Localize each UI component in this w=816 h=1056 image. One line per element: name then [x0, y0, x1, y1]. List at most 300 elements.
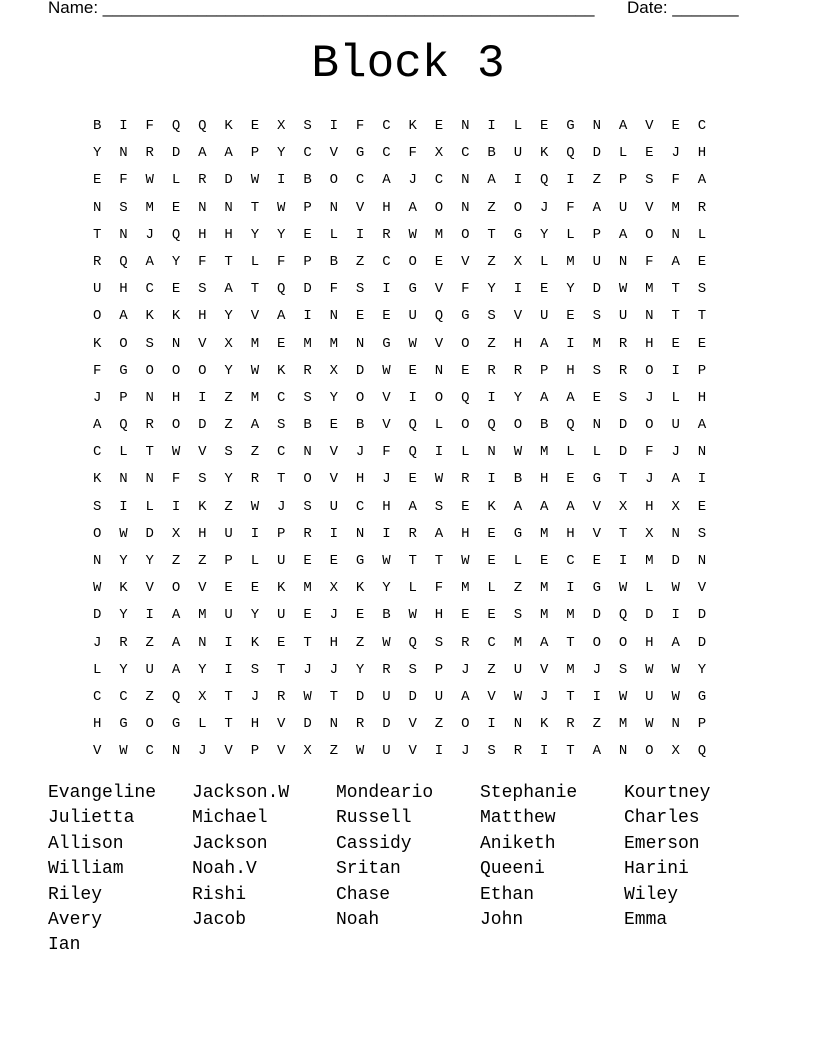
word-bank-item: Julietta	[48, 808, 135, 829]
grid-row	[84, 279, 715, 306]
grid-letter: F	[461, 281, 470, 298]
grid-letter: W	[513, 688, 523, 705]
grid-letter: M	[513, 634, 523, 651]
grid-letter: E	[92, 172, 102, 189]
grid-letter: Q	[566, 417, 575, 434]
grid-letter: X	[198, 688, 207, 705]
grid-row	[84, 578, 715, 605]
word-bank-item: Stephanie	[480, 783, 578, 803]
grid-letter: H	[566, 525, 575, 542]
grid-row	[84, 442, 715, 469]
grid-letter: T	[697, 308, 707, 325]
word-bank-item: Emma	[624, 909, 668, 930]
grid-letter: N	[171, 335, 181, 352]
grid-letter: V	[592, 498, 601, 515]
grid-letter: M	[645, 281, 654, 298]
grid-letter: E	[355, 607, 365, 624]
grid-letter: A	[171, 634, 181, 651]
grid-letter: E	[303, 607, 312, 624]
grid-letter: I	[303, 308, 312, 325]
grid-letter: G	[592, 580, 601, 597]
grid-letter: U	[434, 688, 444, 705]
grid-letter: A	[92, 417, 102, 434]
grid-letter: E	[434, 253, 444, 270]
grid-letter: X	[277, 118, 286, 134]
grid-letter: D	[355, 688, 365, 705]
grid-letter: J	[250, 688, 260, 705]
grid-letter: L	[329, 226, 339, 243]
word-bank-item: Allison	[48, 833, 124, 854]
grid-letter: N	[671, 716, 680, 733]
grid-letter: K	[198, 498, 207, 515]
grid-letter: M	[539, 607, 549, 624]
grid-letter: Z	[224, 498, 233, 515]
grid-letter: Z	[355, 634, 365, 651]
grid-letter: R	[618, 335, 628, 352]
grid-row	[84, 687, 715, 714]
grid-letter: T	[277, 661, 286, 678]
grid-letter: E	[382, 308, 391, 325]
grid-letter: O	[329, 172, 339, 189]
grid-letter: N	[355, 525, 365, 542]
grid-letter: A	[434, 525, 444, 542]
grid-letter: Q	[277, 281, 286, 298]
grid-letter: Z	[592, 716, 601, 733]
grid-letter: P	[250, 145, 260, 162]
grid-letter: L	[645, 580, 654, 597]
grid-letter: J	[145, 226, 154, 243]
grid-letter: N	[119, 226, 128, 243]
grid-letter: K	[119, 580, 128, 597]
grid-letter: S	[119, 199, 128, 216]
grid-letter: P	[539, 362, 549, 379]
grid-letter: I	[119, 498, 128, 515]
grid-row	[84, 388, 715, 415]
grid-letter: Y	[119, 607, 128, 624]
grid-letter: I	[145, 607, 154, 624]
grid-letter: S	[277, 417, 286, 434]
grid-letter: Y	[224, 471, 233, 488]
grid-letter: V	[198, 580, 207, 597]
grid-letter: A	[671, 471, 680, 488]
grid-letter: W	[645, 661, 654, 678]
grid-letter: J	[671, 444, 680, 461]
grid-letter: H	[329, 634, 339, 651]
grid-letter: W	[618, 580, 628, 597]
grid-letter: I	[671, 362, 680, 379]
grid-letter: Q	[434, 308, 444, 325]
grid-letter: X	[671, 498, 680, 515]
grid-letter: J	[329, 661, 339, 678]
grid-letter: V	[277, 743, 286, 760]
grid-letter: X	[171, 525, 181, 542]
grid-letter: U	[618, 199, 628, 216]
grid-letter: A	[198, 145, 207, 162]
grid-letter: V	[539, 661, 549, 678]
grid-letter: E	[303, 226, 312, 243]
grid-letter: D	[592, 607, 601, 624]
grid-letter: E	[171, 199, 181, 216]
grid-letter: K	[539, 716, 549, 733]
grid-row	[84, 306, 715, 333]
grid-letter: W	[119, 743, 128, 760]
grid-letter: P	[303, 199, 312, 216]
grid-letter: T	[408, 553, 417, 569]
grid-letter: R	[277, 688, 286, 705]
grid-letter: L	[92, 661, 102, 678]
grid-letter: N	[671, 226, 680, 243]
grid-letter: E	[671, 118, 680, 134]
grid-letter: V	[434, 335, 444, 352]
grid-letter: N	[618, 743, 628, 760]
grid-letter: L	[513, 553, 523, 569]
grid-letter: I	[592, 688, 601, 705]
grid-letter: E	[303, 553, 312, 569]
grid-letter: D	[697, 634, 707, 651]
grid-letter: T	[145, 444, 154, 461]
grid-letter: R	[145, 145, 154, 162]
grid-letter: S	[645, 172, 654, 189]
grid-letter: E	[566, 308, 575, 325]
grid-letter: T	[250, 281, 260, 298]
grid-letter: J	[645, 389, 654, 406]
grid-letter: C	[355, 498, 365, 515]
grid-letter: N	[513, 716, 523, 733]
grid-letter: G	[592, 471, 601, 488]
grid-letter: K	[250, 634, 260, 651]
grid-letter: O	[618, 634, 628, 651]
grid-letter: O	[513, 199, 523, 216]
grid-letter: A	[408, 498, 417, 515]
grid-letter: V	[697, 580, 707, 597]
grid-letter: S	[487, 308, 496, 325]
grid-letter: M	[592, 335, 601, 352]
grid-letter: U	[145, 661, 154, 678]
grid-letter: C	[566, 553, 575, 569]
grid-letter: E	[539, 553, 549, 569]
grid-letter: L	[671, 389, 680, 406]
grid-letter: I	[566, 580, 575, 597]
grid-letter: Z	[487, 199, 496, 216]
word-bank-item: Noah.V	[192, 859, 257, 880]
grid-letter: E	[566, 471, 575, 488]
grid-letter: M	[566, 253, 575, 270]
grid-letter: R	[303, 362, 312, 379]
grid-letter: V	[461, 253, 470, 270]
grid-letter: V	[434, 281, 444, 298]
grid-letter: C	[382, 118, 391, 134]
grid-letter: D	[408, 688, 417, 705]
grid-letter: N	[119, 471, 128, 488]
grid-letter: B	[303, 417, 312, 434]
grid-letter: H	[382, 498, 391, 515]
grid-letter: C	[382, 145, 391, 162]
grid-letter: D	[145, 525, 154, 542]
grid-letter: L	[513, 118, 523, 134]
grid-letter: G	[513, 226, 523, 243]
grid-letter: C	[461, 145, 470, 162]
grid-letter: O	[645, 226, 654, 243]
grid-row	[84, 252, 715, 279]
grid-letter: Z	[224, 417, 233, 434]
grid-letter: T	[329, 688, 339, 705]
grid-letter: D	[303, 281, 312, 298]
grid-letter: I	[539, 743, 549, 760]
grid-letter: N	[645, 308, 654, 325]
grid-letter: N	[592, 118, 601, 134]
grid-letter: N	[697, 444, 707, 461]
grid-letter: R	[382, 661, 391, 678]
grid-letter: V	[513, 308, 523, 325]
grid-letter: T	[566, 634, 575, 651]
grid-letter: D	[671, 553, 680, 569]
grid-letter: I	[224, 634, 233, 651]
grid-letter: N	[592, 417, 601, 434]
grid-letter: B	[329, 253, 339, 270]
grid-letter: W	[355, 743, 365, 760]
grid-letter: H	[119, 281, 128, 298]
grid-letter: Y	[277, 145, 286, 162]
grid-letter: I	[434, 743, 444, 760]
grid-row	[84, 551, 715, 578]
word-bank-item: Wiley	[624, 884, 679, 905]
word-bank-item: Matthew	[480, 808, 556, 829]
grid-letter: N	[303, 444, 312, 461]
grid-letter: Z	[224, 389, 233, 406]
grid-letter: N	[671, 525, 680, 542]
grid-row	[84, 469, 715, 496]
grid-letter: J	[277, 498, 286, 515]
grid-letter: R	[198, 172, 207, 189]
grid-letter: W	[277, 199, 286, 216]
grid-letter: I	[697, 471, 707, 488]
grid-letter: E	[592, 389, 601, 406]
grid-letter: Y	[119, 661, 128, 678]
grid-letter: S	[592, 308, 601, 325]
grid-letter: Z	[487, 661, 496, 678]
grid-letter: R	[382, 226, 391, 243]
grid-letter: V	[329, 145, 339, 162]
grid-letter: F	[408, 145, 417, 162]
grid-letter: Y	[697, 661, 707, 678]
grid-letter: Q	[119, 253, 128, 270]
grid-letter: O	[461, 335, 470, 352]
grid-letter: O	[92, 525, 102, 542]
grid-letter: S	[487, 743, 496, 760]
grid-letter: C	[119, 688, 128, 705]
grid-letter: N	[145, 471, 154, 488]
grid-letter: O	[355, 389, 365, 406]
grid-letter: S	[303, 389, 312, 406]
grid-letter: W	[171, 444, 181, 461]
grid-letter: P	[697, 362, 707, 379]
grid-letter: O	[408, 253, 417, 270]
grid-letter: K	[224, 118, 233, 134]
grid-letter: D	[645, 607, 654, 624]
grid-letter: U	[671, 417, 680, 434]
grid-letter: N	[697, 553, 707, 569]
grid-letter: V	[277, 716, 286, 733]
grid-letter: I	[487, 389, 496, 406]
grid-letter: F	[434, 580, 444, 597]
grid-letter: S	[250, 661, 260, 678]
grid-letter: W	[408, 607, 417, 624]
grid-row	[84, 334, 715, 361]
grid-letter: E	[250, 118, 260, 134]
grid-row	[84, 741, 715, 768]
grid-letter: V	[355, 199, 365, 216]
grid-letter: U	[592, 253, 601, 270]
grid-letter: L	[250, 253, 260, 270]
grid-letter: F	[198, 253, 207, 270]
grid-letter: U	[382, 743, 391, 760]
grid-letter: I	[487, 118, 496, 134]
grid-letter: O	[461, 417, 470, 434]
grid-letter: M	[645, 553, 654, 569]
word-bank-item: Ethan	[480, 884, 535, 905]
grid-letter: Z	[513, 580, 523, 597]
grid-letter: Y	[145, 553, 154, 569]
grid-letter: V	[145, 580, 154, 597]
grid-letter: L	[487, 580, 496, 597]
grid-letter: W	[250, 498, 260, 515]
grid-letter: E	[539, 118, 549, 134]
grid-letter: R	[355, 716, 365, 733]
grid-letter: C	[92, 444, 102, 461]
grid-letter: S	[145, 335, 154, 352]
grid-letter: J	[645, 471, 654, 488]
grid-letter: X	[329, 580, 339, 597]
word-bank-item: Chase	[336, 884, 391, 905]
grid-letter: Q	[171, 118, 181, 134]
grid-letter: I	[618, 553, 628, 569]
grid-letter: K	[487, 498, 496, 515]
grid-letter: A	[461, 688, 470, 705]
grid-letter: C	[382, 253, 391, 270]
grid-letter: A	[408, 199, 417, 216]
grid-letter: Z	[434, 716, 444, 733]
grid-letter: L	[592, 444, 601, 461]
grid-row	[84, 497, 715, 524]
grid-letter: A	[277, 308, 286, 325]
grid-letter: U	[618, 308, 628, 325]
grid-letter: R	[513, 362, 523, 379]
grid-letter: J	[539, 688, 549, 705]
grid-row	[84, 198, 715, 225]
word-bank-item: Charles	[624, 808, 700, 829]
grid-letter: W	[303, 688, 312, 705]
grid-letter: T	[224, 253, 233, 270]
grid-letter: H	[645, 335, 654, 352]
grid-letter: T	[566, 688, 575, 705]
grid-letter: M	[250, 335, 260, 352]
grid-letter: A	[697, 172, 707, 189]
grid-letter: J	[671, 145, 680, 162]
grid-letter: H	[250, 716, 260, 733]
grid-letter: L	[250, 553, 260, 569]
grid-letter: K	[277, 362, 286, 379]
grid-letter: K	[92, 335, 102, 352]
grid-letter: R	[461, 471, 470, 488]
grid-letter: G	[461, 308, 470, 325]
grid-letter: O	[171, 580, 181, 597]
name-field: Name: ____________________________________________________	[48, 0, 595, 17]
grid-letter: I	[513, 172, 523, 189]
grid-letter: V	[92, 743, 102, 760]
grid-letter: Q	[408, 634, 417, 651]
grid-letter: I	[382, 525, 391, 542]
grid-letter: E	[461, 607, 470, 624]
grid-letter: V	[250, 308, 260, 325]
grid-letter: E	[461, 362, 470, 379]
grid-letter: U	[382, 688, 391, 705]
grid-letter: A	[539, 498, 549, 515]
grid-row	[84, 714, 715, 741]
grid-letter: Q	[119, 417, 128, 434]
grid-letter: B	[303, 172, 312, 189]
grid-letter: B	[92, 118, 102, 134]
grid-letter: H	[645, 498, 654, 515]
grid-letter: O	[171, 362, 181, 379]
grid-row	[84, 143, 715, 170]
grid-letter: O	[145, 716, 154, 733]
word-bank-item: Sritan	[336, 859, 401, 880]
word-bank-item: Mondeario	[336, 783, 434, 803]
grid-letter: G	[119, 716, 128, 733]
grid-letter: A	[487, 172, 496, 189]
grid-letter: N	[461, 118, 470, 134]
grid-row	[84, 605, 715, 632]
grid-letter: I	[671, 607, 680, 624]
grid-letter: W	[408, 335, 417, 352]
word-bank-item: Aniketh	[480, 833, 556, 854]
grid-letter: Z	[487, 253, 496, 270]
grid-letter: L	[145, 498, 154, 515]
grid-letter: J	[92, 634, 102, 651]
grid-letter: M	[461, 580, 470, 597]
grid-letter: D	[592, 145, 601, 162]
grid-letter: S	[198, 471, 207, 488]
grid-letter: D	[92, 607, 102, 624]
word-bank-item: Ian	[48, 935, 81, 956]
grid-letter: F	[119, 172, 128, 189]
grid-letter: J	[303, 661, 312, 678]
grid-letter: A	[592, 199, 601, 216]
grid-row	[84, 225, 715, 252]
grid-letter: I	[434, 444, 444, 461]
grid-letter: A	[566, 498, 575, 515]
grid-letter: I	[382, 281, 391, 298]
grid-letter: R	[303, 525, 312, 542]
grid-letter: F	[329, 281, 339, 298]
grid-letter: O	[198, 362, 207, 379]
date-field: Date: _______	[627, 0, 739, 17]
grid-letter: V	[408, 743, 417, 760]
grid-letter: I	[487, 471, 496, 488]
grid-letter: E	[697, 498, 707, 515]
grid-letter: I	[566, 172, 575, 189]
grid-letter: M	[539, 444, 549, 461]
grid-letter: R	[697, 199, 707, 216]
grid-letter: T	[224, 688, 233, 705]
grid-letter: E	[250, 580, 260, 597]
grid-letter: I	[566, 335, 575, 352]
grid-letter: I	[250, 525, 260, 542]
grid-letter: Y	[250, 607, 260, 624]
grid-row	[84, 660, 715, 687]
grid-letter: D	[618, 444, 628, 461]
grid-letter: O	[119, 335, 128, 352]
